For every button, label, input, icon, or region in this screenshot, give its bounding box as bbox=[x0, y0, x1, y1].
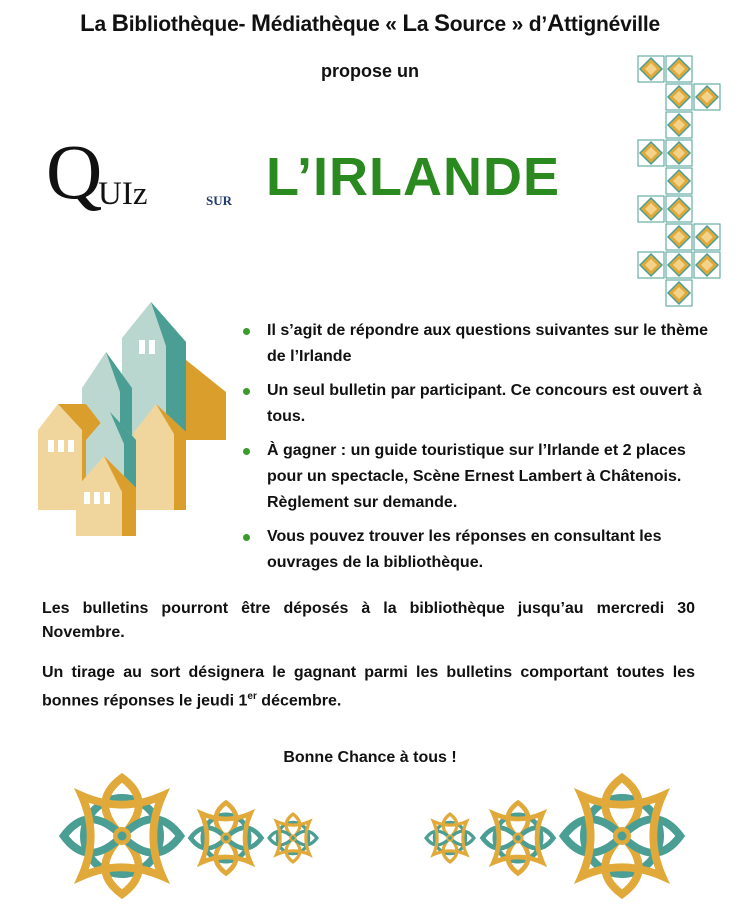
knot-ornament-icon bbox=[564, 778, 680, 894]
header-part: a bbox=[94, 13, 112, 36]
header-part: édiathèque « bbox=[270, 13, 403, 36]
list-item-text: Vous pouvez trouver les réponses en consultant les ouvrages de la bibliothèque. bbox=[267, 528, 662, 571]
list-item-text: À gagner : un guide touristique sur l’Irlande et 2 places pour un spectacle, Scène Ernest Lambert à Châtenois. Règlement sur demande. bbox=[267, 442, 686, 511]
celtic-knot-decorations bbox=[0, 768, 740, 916]
tile-column-decoration bbox=[630, 52, 730, 314]
title-q-letter: Q bbox=[46, 128, 103, 215]
header-part: a bbox=[416, 13, 434, 36]
bullet-dot-icon bbox=[243, 388, 250, 395]
title-irlande: L’IRLANDE bbox=[266, 147, 561, 207]
houses-illustration bbox=[36, 300, 228, 540]
knot-ornament-icon bbox=[64, 778, 180, 894]
header-subtitle: propose un bbox=[321, 61, 419, 81]
list-item bbox=[243, 438, 713, 516]
tile-decoration-group bbox=[638, 56, 720, 306]
title-sur: sur bbox=[206, 189, 233, 209]
list-item bbox=[243, 378, 713, 430]
deadline-paragraph: Les bulletins pourront être déposés à la bibliothèque jusqu’au mercredi 30 Novembre. bbox=[42, 600, 695, 641]
header-part: M bbox=[250, 10, 271, 37]
list-item-text: Un seul bulletin par participant. Ce concours est ouvert à tous. bbox=[267, 382, 702, 425]
ordinal-suffix: er bbox=[247, 691, 257, 702]
knot-ornament-icon bbox=[191, 803, 262, 874]
header-part: ttignéville bbox=[564, 13, 660, 36]
info-bullet-list bbox=[243, 318, 713, 584]
draw-paragraph-text: Un tirage au sort désignera le gagnant parmi les bulletins comportant toutes les bonnes réponses le jeudi 1 bbox=[42, 664, 695, 710]
header-part: ibliothèque- bbox=[128, 13, 251, 36]
knot-ornament-icon bbox=[426, 814, 474, 862]
closing-message: Bonne Chance à tous ! bbox=[283, 749, 457, 766]
draw-paragraph bbox=[42, 661, 695, 713]
list-item bbox=[243, 318, 713, 370]
list-item-text: Il s’agit de répondre aux questions suivantes sur le thème de l’Irlande bbox=[267, 322, 709, 365]
header-part: L bbox=[80, 10, 95, 37]
bullet-dot-icon bbox=[243, 448, 250, 455]
header-part: A bbox=[547, 10, 565, 37]
draw-paragraph-end: décembre. bbox=[256, 692, 342, 710]
page-header bbox=[0, 10, 740, 38]
list-item bbox=[243, 524, 713, 576]
knot-ornament-icon bbox=[483, 803, 554, 874]
bullet-dot-icon bbox=[243, 534, 250, 541]
header-part: S bbox=[433, 10, 450, 37]
header-part: ource » d’ bbox=[449, 13, 547, 36]
knot-ornament-icon bbox=[269, 814, 317, 862]
title-uiz: UIz bbox=[98, 176, 148, 212]
header-part: L bbox=[402, 10, 417, 37]
header-part: B bbox=[111, 10, 129, 37]
bullet-dot-icon bbox=[243, 328, 250, 335]
